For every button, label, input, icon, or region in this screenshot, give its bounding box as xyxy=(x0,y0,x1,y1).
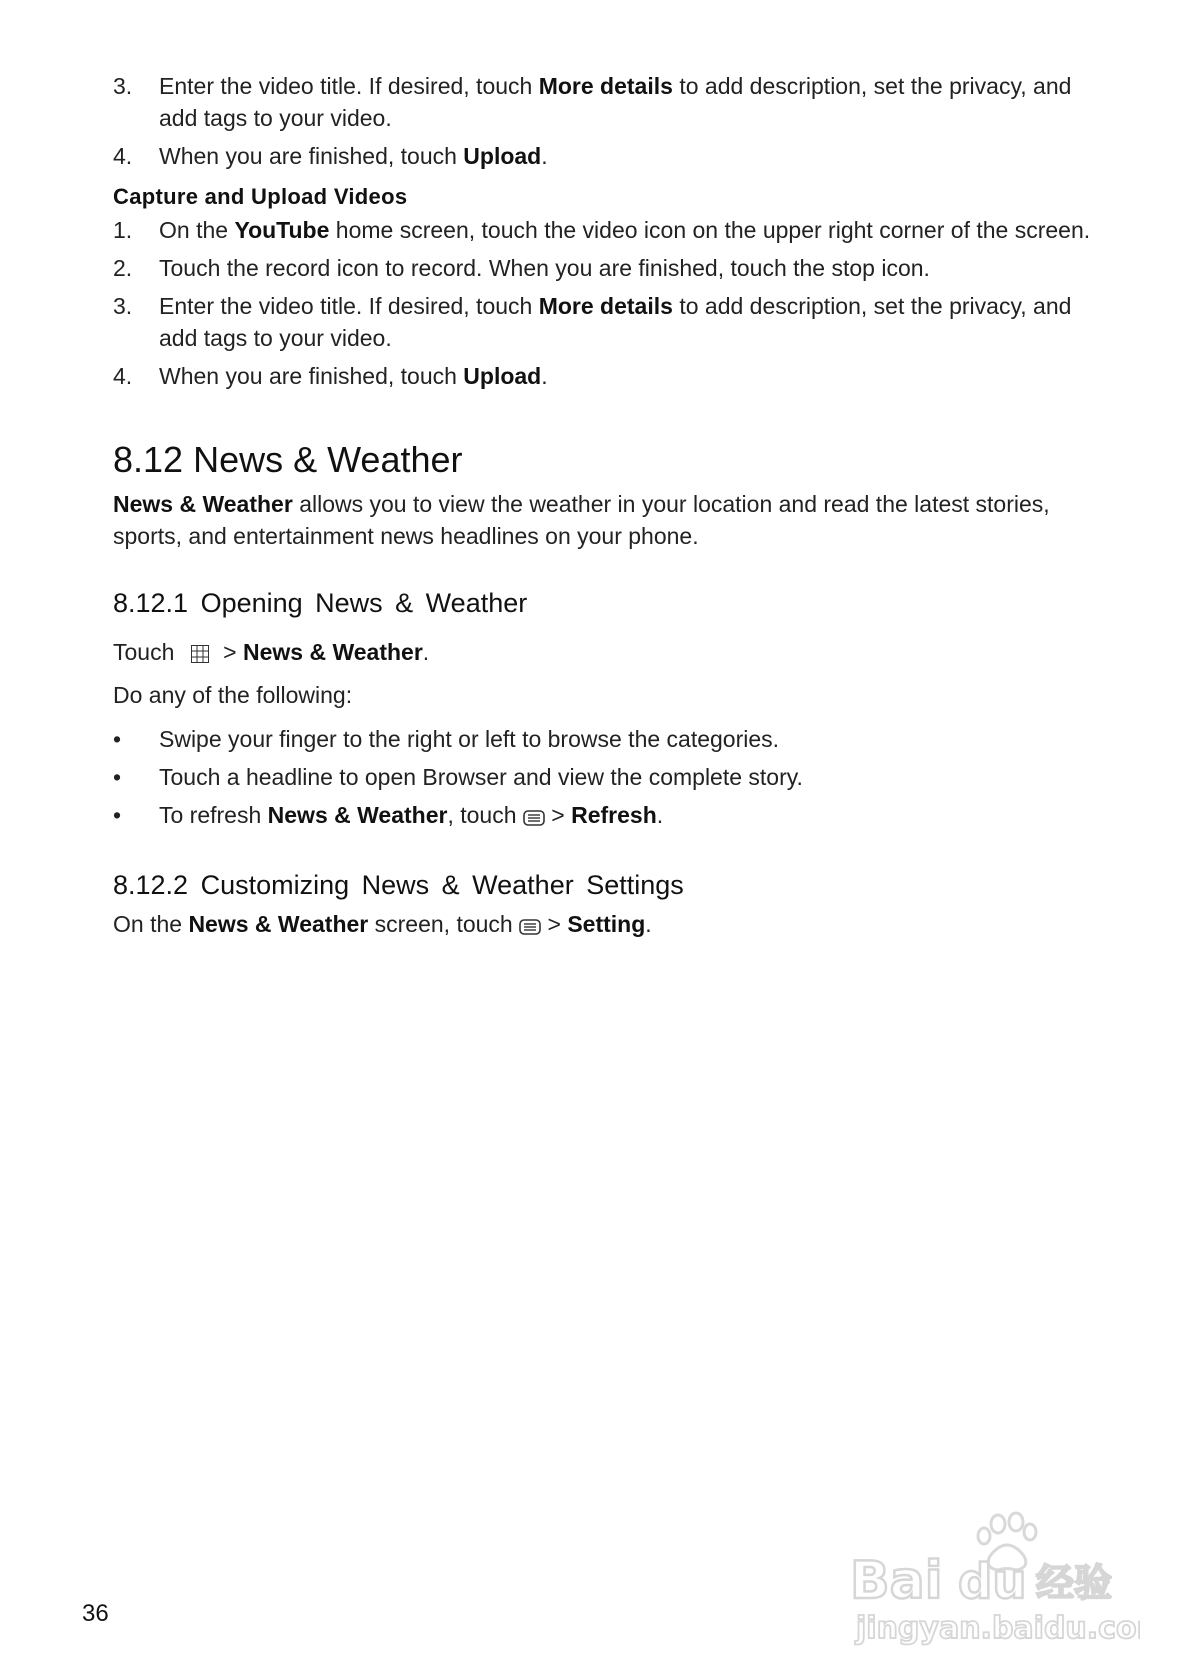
svg-text:du: du xyxy=(958,1554,1027,1610)
menu-icon xyxy=(523,802,545,834)
svg-text:jingyan.baidu.com: jingyan.baidu.com xyxy=(856,1611,1140,1646)
page-number: 36 xyxy=(82,1600,109,1627)
touch-instruction: Touch > News & Weather. xyxy=(113,636,1103,671)
bullet-item: • Swipe your finger to the right or left to browse the categories. xyxy=(113,726,780,752)
bullet-item: • To refresh News & Weather, touch > Refresh. xyxy=(113,799,1103,834)
menu-icon xyxy=(519,911,541,943)
settings-instruction: On the News & Weather screen, touch > Setting. xyxy=(113,908,1103,943)
list-item: 3. Enter the video title. If desired, touch More details to add description, set the privacy, and add tags to your video. xyxy=(113,73,1072,131)
subsection-title-customizing: 8.12.2 Customizing News & Weather Settings xyxy=(113,870,684,900)
page-content xyxy=(113,70,1103,943)
section-intro: News & Weather allows you to view the weather in your location and read the latest stories, sports, and entertainment news headlines on your phone. xyxy=(113,491,1050,549)
svg-text:Bai: Bai xyxy=(850,1551,943,1611)
svg-text:经验: 经验 xyxy=(1036,1561,1113,1605)
section-title: 8.12 News & Weather xyxy=(113,439,463,480)
baidu-watermark xyxy=(850,1510,1140,1650)
apps-grid-icon xyxy=(191,639,209,671)
subsection-title-opening: 8.12.1 Opening News & Weather xyxy=(113,588,528,618)
list-item: 4. When you are finished, touch Upload. xyxy=(113,363,548,389)
list-item: 2. Touch the record icon to record. When you are finished, touch the stop icon. xyxy=(113,255,930,281)
list-item: 1. On the YouTube home screen, touch the video icon on the upper right corner of the screen. xyxy=(113,217,1091,243)
list-item: 4. When you are finished, touch Upload. xyxy=(113,143,548,169)
bullet-item: • Touch a headline to open Browser and view the complete story. xyxy=(113,764,803,790)
do-any-text: Do any of the following: xyxy=(113,682,353,708)
list-item: 3. Enter the video title. If desired, touch More details to add description, set the privacy, and add tags to your video. xyxy=(113,293,1072,351)
subheading-capture-upload: Capture and Upload Videos xyxy=(113,184,408,209)
baidu-paw-icon xyxy=(850,1510,1140,1650)
